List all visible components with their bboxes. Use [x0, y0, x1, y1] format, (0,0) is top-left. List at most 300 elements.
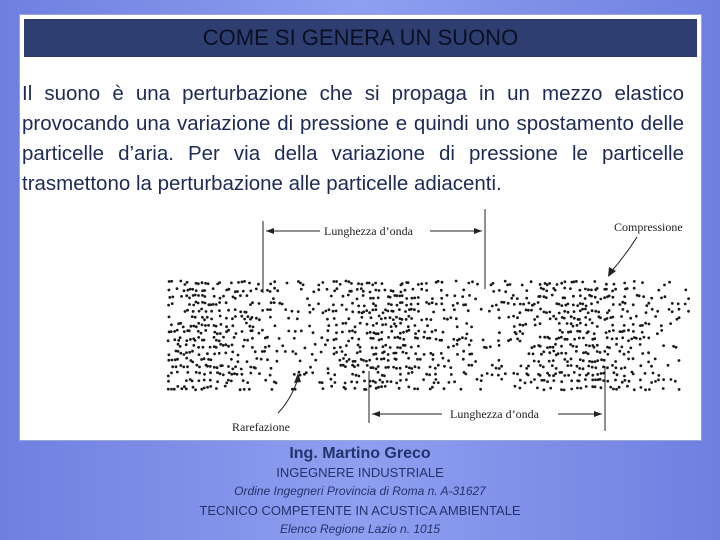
- particle-dot: [387, 359, 390, 362]
- particle-dot: [548, 351, 551, 354]
- particle-dot: [398, 295, 401, 298]
- particle-dot: [570, 388, 573, 391]
- particle-dot: [455, 317, 458, 320]
- particle-dot: [293, 373, 296, 376]
- particle-dot: [264, 379, 267, 382]
- particle-dot: [347, 340, 350, 343]
- particle-dot: [643, 336, 646, 339]
- particle-dot: [560, 352, 563, 355]
- particle-dot: [322, 311, 325, 314]
- particle-dot: [524, 323, 527, 326]
- particle-dot: [356, 288, 359, 291]
- particle-dot: [374, 381, 377, 384]
- particle-dot: [167, 359, 170, 362]
- particle-dot: [557, 337, 560, 340]
- particle-dot: [395, 367, 398, 370]
- particle-dot: [209, 365, 212, 368]
- particle-dot: [651, 308, 654, 311]
- particle-dot: [351, 337, 354, 340]
- particle-dot: [464, 373, 467, 376]
- particle-dot: [581, 303, 584, 306]
- particle-dot: [635, 337, 638, 340]
- particle-dot: [335, 310, 338, 313]
- particle-dot: [560, 371, 563, 374]
- particle-dot: [167, 339, 170, 342]
- particle-dot: [346, 360, 349, 363]
- particle-dot: [224, 385, 227, 388]
- particle-dot: [170, 280, 173, 283]
- particle-dot: [498, 344, 501, 347]
- particle-dot: [572, 345, 575, 348]
- particle-dot: [570, 364, 573, 367]
- particle-dot: [587, 288, 590, 291]
- particle-dot: [218, 352, 221, 355]
- particle-dot: [563, 374, 566, 377]
- particle-dot: [546, 346, 549, 349]
- particle-dot: [171, 302, 174, 305]
- particle-dot: [497, 308, 500, 311]
- particle-dot: [326, 288, 329, 291]
- particle-dot: [587, 311, 590, 314]
- particle-dot: [384, 323, 387, 326]
- particle-dot: [448, 381, 451, 384]
- particle-dot: [606, 353, 609, 356]
- particle-dot: [284, 308, 287, 311]
- particle-dot: [383, 357, 386, 360]
- particle-dot: [384, 289, 387, 292]
- particle-dot: [627, 339, 630, 342]
- particle-dot: [652, 372, 655, 375]
- particle-dot: [354, 360, 357, 363]
- particle-dot: [392, 318, 395, 321]
- particle-dot: [542, 350, 545, 353]
- particle-dot: [555, 367, 558, 370]
- particle-dot: [668, 281, 671, 284]
- particle-dot: [327, 324, 330, 327]
- particle-dot: [642, 295, 645, 298]
- particle-dot: [522, 303, 525, 306]
- particle-dot: [180, 387, 183, 390]
- particle-dot: [623, 295, 626, 298]
- particle-dot: [334, 381, 337, 384]
- particle-dot: [582, 337, 585, 340]
- particle-dot: [405, 365, 408, 368]
- particle-dot: [380, 318, 383, 321]
- particle-dot: [563, 287, 566, 290]
- particle-dot: [539, 336, 542, 339]
- particle-dot: [525, 367, 528, 370]
- particle-dot: [183, 330, 186, 333]
- particle-dot: [351, 373, 354, 376]
- particle-dot: [234, 308, 237, 311]
- particle-dot: [435, 303, 438, 306]
- particle-dot: [374, 304, 377, 307]
- particle-dot: [249, 372, 252, 375]
- particle-dot: [626, 310, 629, 313]
- particle-dot: [576, 304, 579, 307]
- particle-dot: [662, 387, 665, 390]
- particle-dot: [171, 296, 174, 299]
- particle-dot: [377, 371, 380, 374]
- particle-dot: [362, 294, 365, 297]
- particle-dot: [173, 388, 176, 391]
- particle-dot: [528, 352, 531, 355]
- particle-dot: [335, 280, 338, 283]
- particle-dot: [437, 280, 440, 283]
- particle-dot: [546, 372, 549, 375]
- particle-dot: [437, 381, 440, 384]
- particle-dot: [375, 347, 378, 350]
- particle-dot: [461, 295, 464, 298]
- particle-dot: [318, 381, 321, 384]
- particle-dot: [516, 338, 519, 341]
- particle-dot: [333, 353, 336, 356]
- particle-dot: [573, 280, 576, 283]
- particle-dot: [650, 297, 653, 300]
- particle-dot: [248, 282, 251, 285]
- particle-dot: [434, 373, 437, 376]
- particle-dot: [345, 344, 348, 347]
- particle-dot: [239, 388, 242, 391]
- particle-dot: [412, 288, 415, 291]
- particle-dot: [434, 367, 437, 370]
- particle-dot: [207, 324, 210, 327]
- particle-dot: [549, 387, 552, 390]
- particle-dot: [585, 344, 588, 347]
- particle-dot: [405, 318, 408, 321]
- particle-dot: [369, 297, 372, 300]
- particle-dot: [572, 304, 575, 307]
- particle-dot: [660, 297, 663, 300]
- particle-dot: [372, 366, 375, 369]
- particle-dot: [305, 371, 308, 374]
- particle-dot: [533, 360, 536, 363]
- particle-dot: [587, 352, 590, 355]
- particle-dot: [560, 380, 563, 383]
- particle-dot: [297, 310, 300, 313]
- particle-dot: [336, 287, 339, 290]
- particle-dot: [333, 280, 336, 283]
- particle-dot: [623, 282, 626, 285]
- particle-dot: [384, 385, 387, 388]
- particle-dot: [210, 358, 213, 361]
- particle-dot: [560, 304, 563, 307]
- particle-dot: [468, 364, 471, 367]
- particle-dot: [384, 366, 387, 369]
- particle-dot: [264, 346, 267, 349]
- particle-dot: [351, 329, 354, 332]
- particle-dot: [395, 316, 398, 319]
- particle-dot: [456, 353, 459, 356]
- particle-dot: [576, 365, 579, 368]
- particle-dot: [389, 296, 392, 299]
- particle-dot: [561, 331, 564, 334]
- particle-dot: [167, 380, 170, 383]
- particle-dot: [414, 324, 417, 327]
- particle-dot: [341, 350, 344, 353]
- particle-dot: [554, 372, 557, 375]
- particle-dot: [670, 378, 673, 381]
- particle-dot: [405, 378, 408, 381]
- particle-dot: [405, 352, 408, 355]
- particle-dot: [578, 337, 581, 340]
- particle-dot: [594, 360, 597, 363]
- particle-dot: [220, 323, 223, 326]
- particle-dot: [168, 353, 171, 356]
- particle-dot: [558, 303, 561, 306]
- particle-dot: [563, 317, 566, 320]
- particle-dot: [246, 339, 249, 342]
- particle-dot: [623, 330, 626, 333]
- particle-dot: [584, 288, 587, 291]
- particle-dot: [231, 344, 234, 347]
- particle-dot: [356, 381, 359, 384]
- particle-dot: [395, 358, 398, 361]
- particle-dot: [248, 325, 251, 328]
- particle-dot: [563, 310, 566, 313]
- particle-dot: [516, 316, 519, 319]
- particle-dot: [330, 378, 333, 381]
- particle-dot: [641, 352, 644, 355]
- particle-dot: [616, 373, 619, 376]
- particle-dot: [278, 337, 281, 340]
- particle-dot: [632, 373, 635, 376]
- particle-dot: [663, 284, 666, 287]
- particle-dot: [612, 329, 615, 332]
- particle-dot: [401, 294, 404, 297]
- particle-dot: [179, 322, 182, 325]
- particle-dot: [516, 297, 519, 300]
- particle-dot: [195, 325, 198, 328]
- particle-dot: [559, 329, 562, 332]
- particle-dot: [620, 346, 623, 349]
- particle-dot: [241, 281, 244, 284]
- particle-dot: [606, 336, 609, 339]
- particle-dot: [599, 378, 602, 381]
- particle-dot: [377, 296, 380, 299]
- particle-dot: [227, 345, 230, 348]
- particle-dot: [247, 315, 250, 318]
- particle-dot: [378, 289, 381, 292]
- particle-dot: [515, 332, 518, 335]
- particle-dot: [393, 336, 396, 339]
- particle-dot: [413, 387, 416, 390]
- particle-dot: [396, 304, 399, 307]
- particle-dot: [372, 297, 375, 300]
- particle-dot: [236, 290, 239, 293]
- particle-dot: [333, 347, 336, 350]
- particle-dot: [543, 336, 546, 339]
- particle-dot: [198, 372, 201, 375]
- particle-dot: [248, 388, 251, 391]
- particle-dot: [584, 297, 587, 300]
- particle-dot: [532, 353, 535, 356]
- particle-dot: [519, 330, 522, 333]
- particle-dot: [671, 310, 674, 313]
- particle-dot: [602, 366, 605, 369]
- particle-dot: [227, 379, 230, 382]
- particle-dot: [570, 322, 573, 325]
- particle-dot: [565, 352, 568, 355]
- particle-dot: [534, 324, 537, 327]
- particle-dot: [222, 336, 225, 339]
- particle-dot: [512, 294, 515, 297]
- particle-dot: [266, 308, 269, 311]
- particle-dot: [201, 281, 204, 284]
- particle-dot: [269, 283, 272, 286]
- particle-dot: [171, 359, 174, 362]
- particle-dot: [594, 385, 597, 388]
- particle-dot: [184, 283, 187, 286]
- particle-dot: [608, 330, 611, 333]
- particle-dot: [230, 282, 233, 285]
- particle-dot: [241, 373, 244, 376]
- particle-dot: [191, 288, 194, 291]
- particle-dot: [231, 324, 234, 327]
- particle-dot: [348, 358, 351, 361]
- particle-dot: [387, 303, 390, 306]
- particle-dot: [498, 317, 501, 320]
- particle-dot: [368, 359, 371, 362]
- particle-dot: [333, 289, 336, 292]
- particle-dot: [304, 347, 307, 350]
- particle-dot: [453, 308, 456, 311]
- particle-dot: [321, 281, 324, 284]
- particle-dot: [216, 371, 219, 374]
- particle-dot: [335, 351, 338, 354]
- particle-dot: [657, 374, 660, 377]
- particle-dot: [338, 359, 341, 362]
- particle-dot: [600, 386, 603, 389]
- particle-dot: [585, 324, 588, 327]
- particle-dot: [175, 365, 178, 368]
- particle-dot: [228, 371, 231, 374]
- particle-dot: [485, 346, 488, 349]
- particle-dot: [213, 336, 216, 339]
- particle-dot: [210, 318, 213, 321]
- particle-dot: [363, 380, 366, 383]
- particle-dot: [452, 345, 455, 348]
- particle-dot: [243, 318, 246, 321]
- particle-dot: [237, 360, 240, 363]
- particle-dot: [378, 339, 381, 342]
- particle-dot: [570, 379, 573, 382]
- particle-dot: [243, 280, 246, 283]
- particle-dot: [213, 295, 216, 298]
- particle-dot: [520, 365, 523, 368]
- particle-dot: [431, 386, 434, 389]
- particle-dot: [185, 343, 188, 346]
- particle-dot: [572, 295, 575, 298]
- sound-wave-diagram: [140, 201, 700, 431]
- particle-dot: [440, 297, 443, 300]
- particle-dot: [311, 353, 314, 356]
- particle-dot: [284, 350, 287, 353]
- footer-credits: [0, 440, 720, 540]
- particle-dot: [678, 359, 681, 362]
- particle-dot: [423, 331, 426, 334]
- particle-dot: [417, 345, 420, 348]
- particle-dot: [572, 325, 575, 328]
- particle-dot: [219, 297, 222, 300]
- particle-dot: [530, 280, 533, 283]
- particle-dot: [589, 318, 592, 321]
- particle-dot: [368, 282, 371, 285]
- particle-dot: [191, 361, 194, 364]
- particle-dot: [168, 296, 171, 299]
- particle-dot: [281, 303, 284, 306]
- particle-dot: [582, 359, 585, 362]
- particle-dot: [512, 372, 515, 375]
- particle-dot: [507, 316, 510, 319]
- particle-dot: [621, 301, 624, 304]
- particle-dot: [407, 315, 410, 318]
- particle-dot: [258, 302, 261, 305]
- particle-dot: [212, 303, 215, 306]
- particle-dot: [230, 373, 233, 376]
- particle-dot: [366, 332, 369, 335]
- particle-dot: [611, 290, 614, 293]
- particle-dot: [627, 351, 630, 354]
- particle-dot: [407, 372, 410, 375]
- particle-dot: [203, 379, 206, 382]
- particle-dot: [431, 297, 434, 300]
- wavelength-top-label: Lunghezza d’onda: [324, 224, 413, 238]
- particle-dot: [204, 295, 207, 298]
- particle-dot: [306, 297, 309, 300]
- particle-dot: [549, 346, 552, 349]
- particle-dot: [491, 373, 494, 376]
- particle-dot: [429, 366, 432, 369]
- particle-dot: [470, 339, 473, 342]
- wavelength-bottom-label: Lunghezza d’onda: [450, 407, 539, 421]
- particle-dot: [623, 353, 626, 356]
- particle-dot: [345, 280, 348, 283]
- particle-dot: [317, 302, 320, 305]
- particle-dot: [432, 358, 435, 361]
- particle-dot: [327, 372, 330, 375]
- particle-dot: [533, 318, 536, 321]
- particle-dot: [462, 289, 465, 292]
- particle-dot: [344, 322, 347, 325]
- particle-dot: [519, 387, 522, 390]
- particle-dot: [443, 317, 446, 320]
- particle-dot: [413, 297, 416, 300]
- particle-dot: [480, 308, 483, 311]
- particle-dot: [326, 339, 329, 342]
- particle-dot: [189, 288, 192, 291]
- particle-dot: [243, 339, 246, 342]
- particle-dot: [585, 305, 588, 308]
- particle-dot: [348, 330, 351, 333]
- compression-arrow: [610, 237, 637, 273]
- particle-dot: [629, 317, 632, 320]
- particle-dot: [671, 302, 674, 305]
- particle-dot: [368, 311, 371, 314]
- particle-dot: [179, 280, 182, 283]
- particle-dot: [543, 295, 546, 298]
- particle-dot: [231, 368, 234, 371]
- particle-dot: [605, 288, 608, 291]
- particle-dot: [465, 322, 468, 325]
- particle-dot: [624, 366, 627, 369]
- particle-dot: [180, 295, 183, 298]
- particle-dot: [435, 378, 438, 381]
- particle-dot: [647, 351, 650, 354]
- particle-dot: [462, 358, 465, 361]
- particle-dot: [558, 322, 561, 325]
- particle-dot: [527, 309, 530, 312]
